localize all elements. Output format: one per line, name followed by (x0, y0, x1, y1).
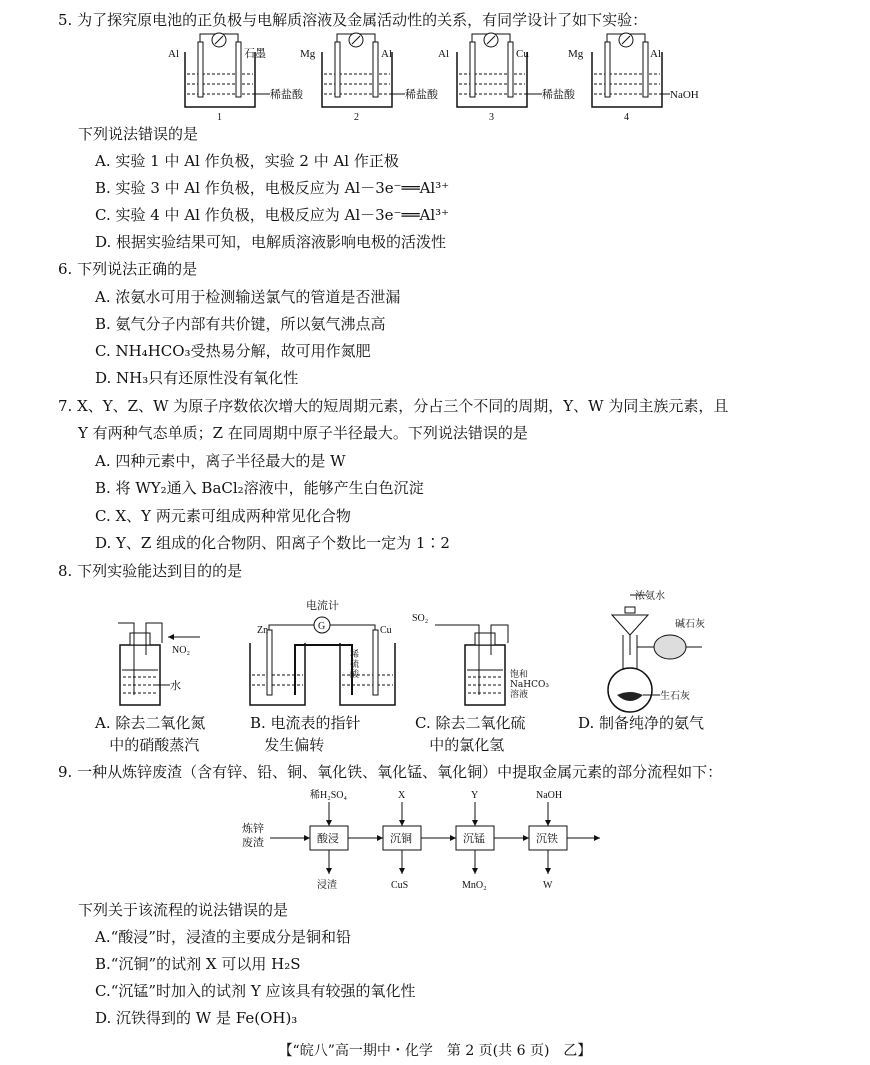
cell-4-left: Mg (568, 48, 584, 60)
flow-in-1: 稀H₂SO₄ (310, 790, 347, 801)
q9-stem: 9. 一种从炼锌废渣（含有锌、铅、铜、氧化铁、氧化锰、氧化铜）中提取金属元素的部分流程如下： (58, 763, 723, 781)
q9-option-c: C.“沉锰”时加入的试剂 Y 应该具有较强的氧化性 (95, 982, 416, 1000)
cell-1 (168, 33, 304, 122)
cell-4-number: 4 (624, 112, 629, 122)
q5-option-a: A. 实验 1 中 Al 作负极，实验 2 中 Al 作正极 (95, 152, 399, 170)
flow-in-3: Y (471, 790, 479, 801)
cell-3-number: 3 (489, 112, 494, 122)
q9-option-a: A.“酸浸”时，浸渣的主要成分是铜和铅 (95, 928, 351, 946)
page-footer: 【“皖八”高一期中・化学 第 2 页(共 6 页) 乙】 (278, 1043, 592, 1059)
apparatus-a-gas: NO₂ (172, 645, 190, 656)
q5-option-c: C. 实验 4 中 Al 作负极，电极反应为 Al－3e⁻══Al³⁺ (95, 206, 450, 224)
flow-input-2: 废渣 (242, 837, 264, 849)
q9-option-d: D. 沉铁得到的 W 是 Fe(OH)₃ (95, 1009, 298, 1027)
q9-prompt: 下列关于该流程的说法错误的是 (78, 901, 289, 919)
q5-option-b: B. 实验 3 中 Al 作负极，电极反应为 Al－3e⁻══Al³⁺ (95, 179, 450, 197)
q6-stem: 6. 下列说法正确的是 (58, 260, 198, 278)
apparatus-d-ammonia-setup (608, 589, 705, 712)
q8-apparatus-figure (90, 585, 730, 715)
q5-option-d: D. 根据实验结果可知，电解质溶液影响电极的活泼性 (95, 233, 447, 251)
apparatus-c-wash-bottle (412, 613, 508, 705)
q8-option-c: C. 除去二氧化硫 中的氯化氢 (415, 714, 526, 754)
cell-2-right: Al (381, 48, 392, 60)
flow-input-1: 炼锌 (242, 823, 264, 835)
flow-in-4: NaOH (536, 790, 563, 801)
cell-2-solution: 稀盐酸 (405, 89, 438, 101)
apparatus-c-solution-text: 饱和 NaHCO₃ 溶液 (510, 670, 549, 700)
q5-cells-figure (160, 32, 700, 122)
q6-option-c: C. NH₄HCO₃受热易分解，故可用作氮肥 (95, 342, 371, 360)
q8-option-a: A. 除去二氧化氮 中的硝酸蒸汽 (95, 714, 206, 754)
apparatus-c-gas: SO₂ (412, 613, 429, 624)
q7-option-b: B. 将 WY₂通入 BaCl₂溶液中，能够产生白色沉淀 (95, 479, 424, 497)
cell-4-solution: NaOH (670, 89, 699, 101)
apparatus-b-cells (250, 598, 395, 705)
cell-1-left: Al (168, 48, 179, 60)
q7-stem-line1: 7. X、Y、Z、W 为原子序数依次增大的短周期元素，分占三个不同的周期，Y、W 为同主族元素，且 (58, 397, 729, 415)
q6-option-d: D. NH₃只有还原性没有氧化性 (95, 369, 299, 387)
q6-option-b: B. 氨气分子内部有共价键，所以氨气沸点高 (95, 315, 386, 333)
cell-2 (300, 33, 439, 122)
cell-1-number: 1 (217, 112, 222, 122)
q9-flowchart (240, 788, 620, 893)
apparatus-b-solution-text: 稀 硫 酸 (350, 650, 360, 680)
cell-4 (568, 33, 699, 122)
cell-2-number: 2 (354, 112, 359, 122)
q7-stem-line2: Y 有两种气态单质；Z 在同周期中原子半径最大。下列说法错误的是 (78, 424, 528, 442)
flow-step-1: 酸浸 (317, 833, 339, 845)
q7-option-d: D. Y、Z 组成的化合物阴、阳离子个数比一定为 1∶2 (95, 534, 450, 552)
apparatus-b-cu: Cu (380, 625, 392, 636)
flow-out-3: MnO₂ (462, 880, 487, 891)
galvanometer-label: 电流计 (306, 600, 339, 612)
q5-stem: 5. 为了探究原电池的正负极与电解质溶液及金属活动性的关系，有同学设计了如下实验： (58, 11, 648, 29)
cell-4-right: Al (650, 48, 661, 60)
apparatus-d-top-label: 浓氨水 (635, 591, 665, 602)
flow-out-4: W (543, 880, 553, 891)
cell-3-solution: 稀盐酸 (542, 89, 575, 101)
apparatus-a-wash-bottle (118, 623, 200, 705)
q8-option-b: B. 电流表的指针 发生偏转 (250, 714, 361, 754)
apparatus-a-liquid: 水 (170, 680, 181, 692)
apparatus-d-flask-label: 生石灰 (660, 691, 690, 702)
q6-option-a: A. 浓氨水可用于检测输送氯气的管道是否泄漏 (95, 288, 401, 306)
flow-out-2: CuS (391, 880, 409, 891)
flow-step-4: 沉铁 (536, 833, 558, 845)
cell-2-left: Mg (300, 48, 316, 60)
q8-option-d: D. 制备纯净的氨气 (578, 714, 705, 732)
flow-in-2: X (398, 790, 406, 801)
q7-option-a: A. 四种元素中，离子半径最大的是 W (95, 452, 346, 470)
flow-out-1: 浸渣 (317, 880, 337, 891)
q5-prompt: 下列说法错误的是 (78, 125, 199, 143)
q8-stem: 8. 下列实验能达到目的的是 (58, 562, 243, 580)
cell-3-right: Cu (516, 48, 529, 60)
cell-1-solution: 稀盐酸 (270, 89, 303, 101)
apparatus-d-tube-label: 碱石灰 (675, 619, 705, 630)
q9-option-b: B.“沉铜”的试剂 X 可以用 H₂S (95, 955, 301, 973)
q7-option-c: C. X、Y 两元素可组成两种常见化合物 (95, 507, 351, 525)
galvanometer-g: G (318, 621, 326, 632)
cell-1-right: 石墨 (244, 48, 266, 60)
flow-step-2: 沉铜 (390, 833, 412, 845)
cell-3 (438, 33, 576, 122)
apparatus-b-zn: Zn (257, 625, 269, 636)
flow-step-3: 沉锰 (463, 833, 485, 845)
cell-3-left: Al (438, 48, 449, 60)
